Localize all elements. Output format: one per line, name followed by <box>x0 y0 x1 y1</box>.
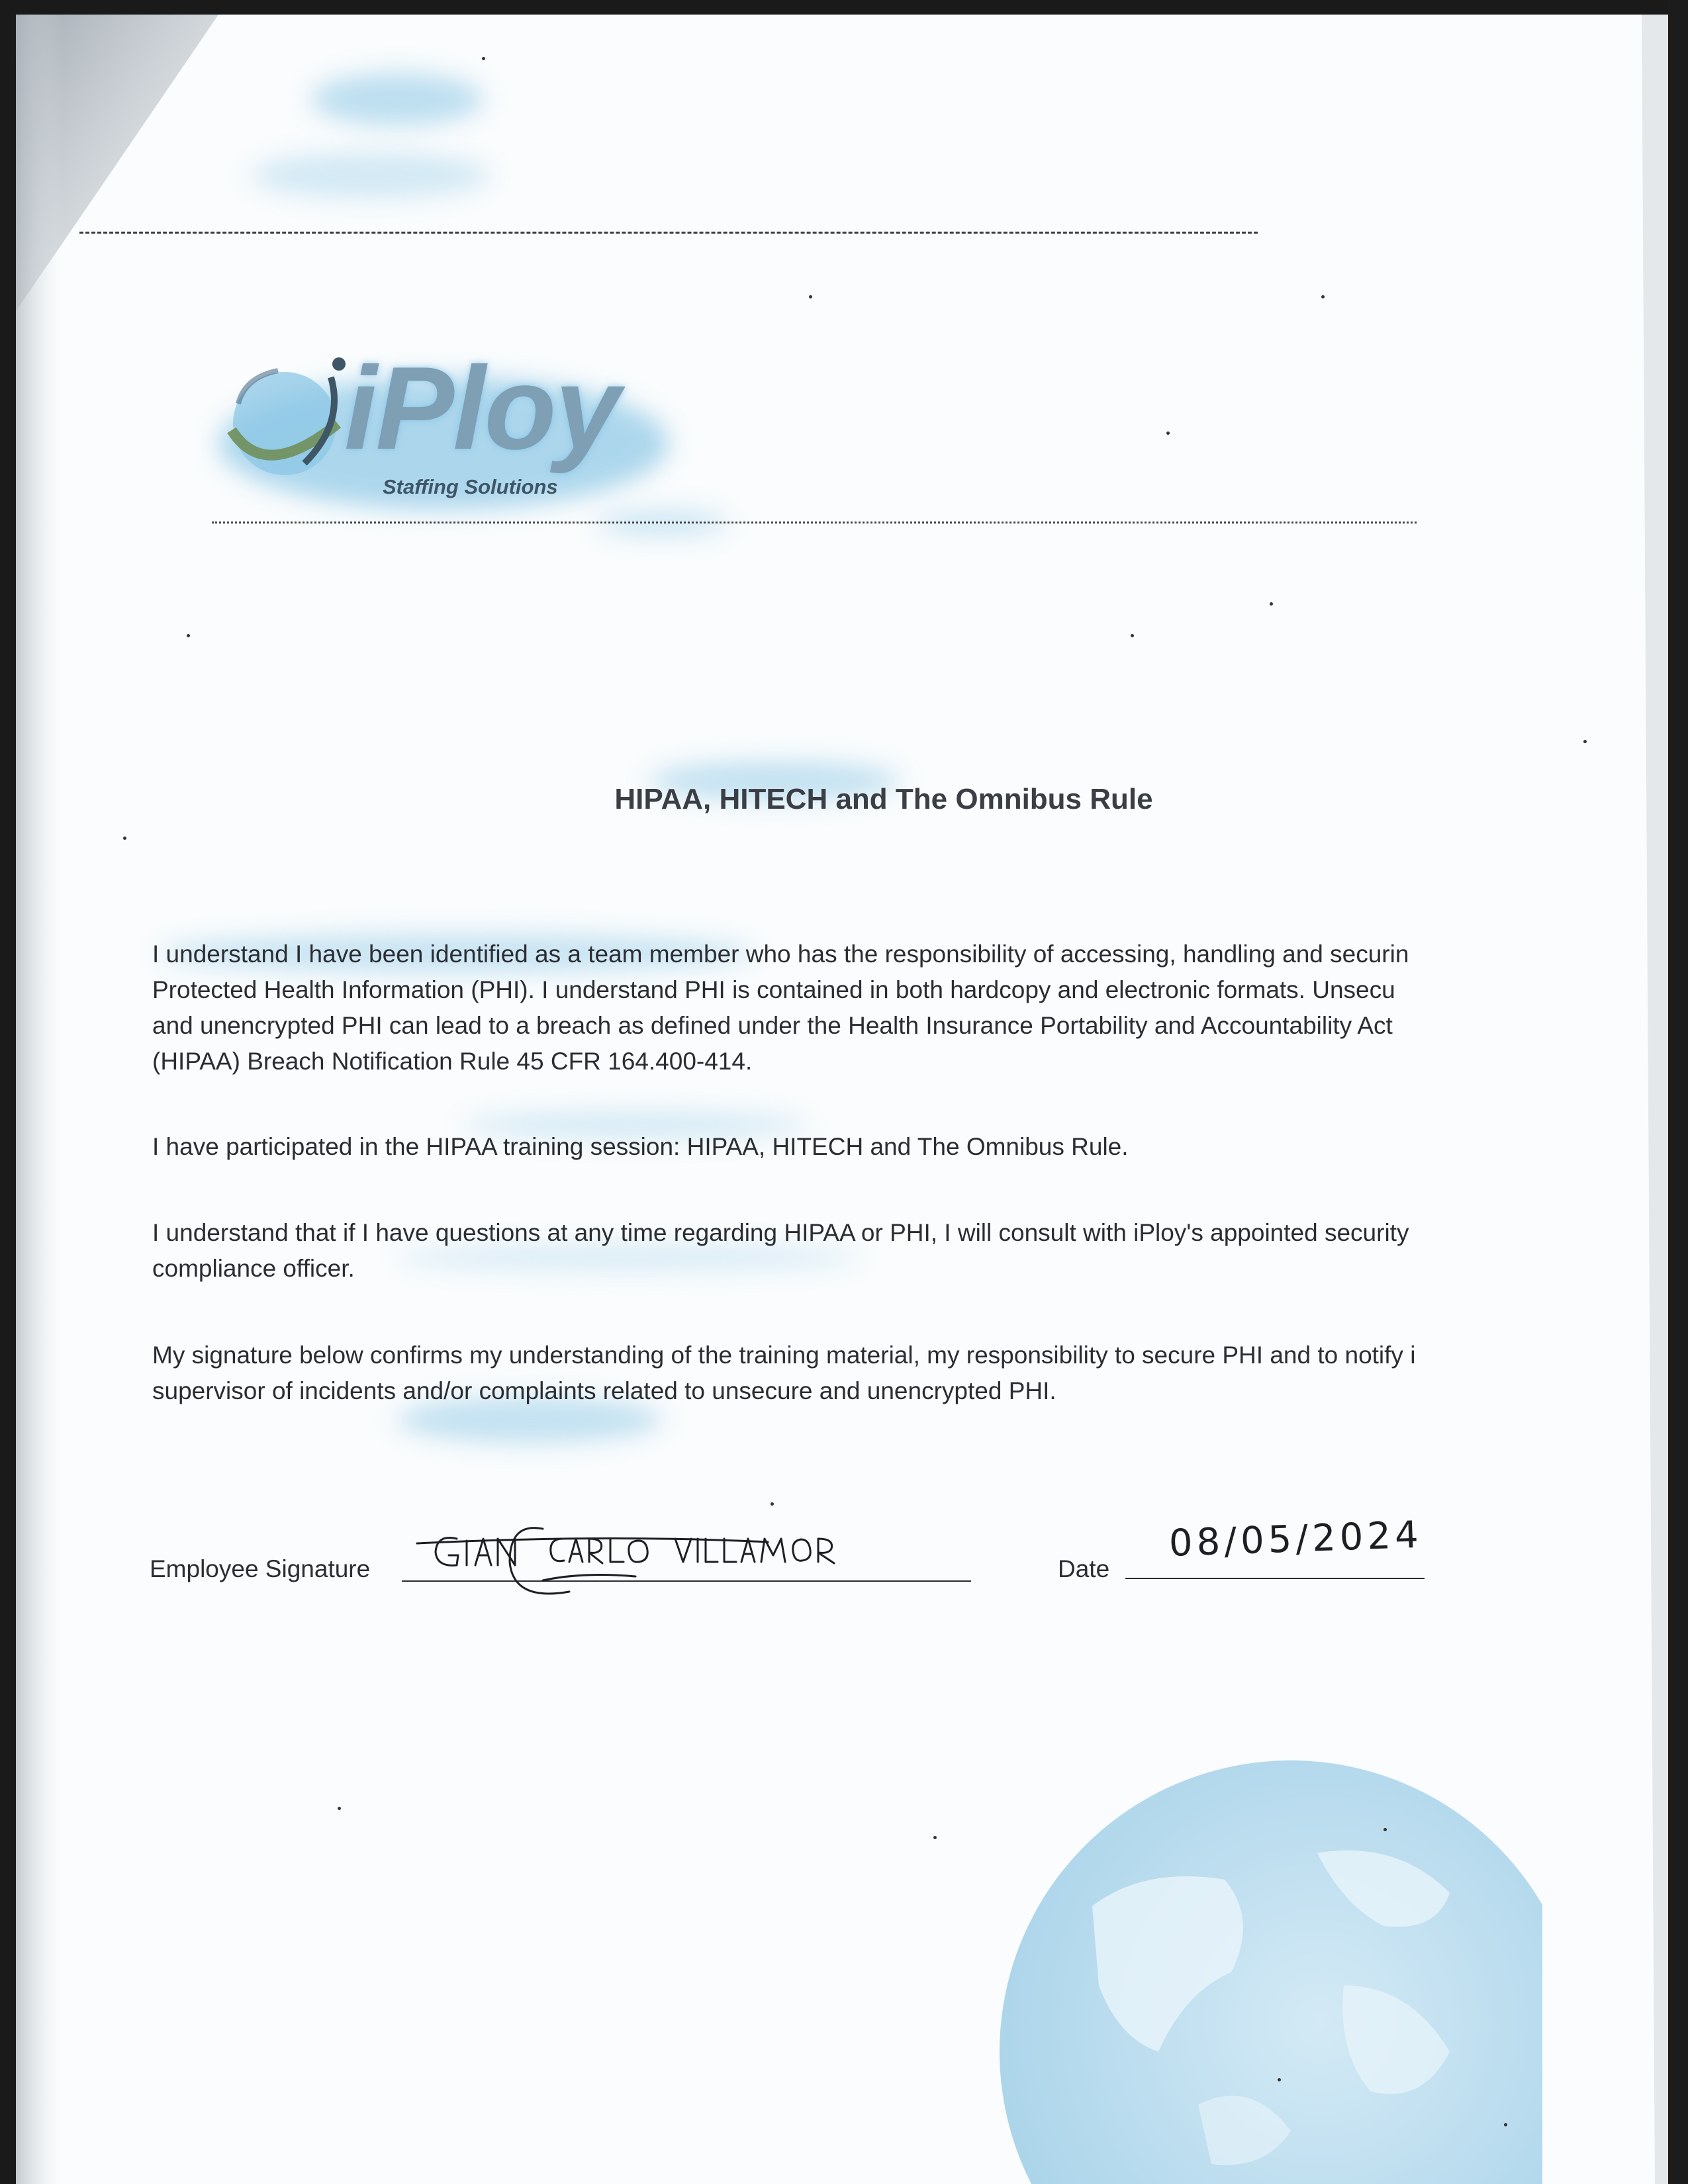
paragraph-phi-responsibility: I understand I have been identified as a team member who has the responsibility of accessing, handling and securin Protected Health Information (PHI). I understand PHI is contained in both hardcopy and electronic formats. Unsecu and unencrypted PHI can lead to a breach as defined under the Health Insurance Portability and Accountability Act (HIPAA) Breach Notification Rule 45 CFR 164.400-414. <box>152 940 1409 1075</box>
logo-dotted-line <box>212 522 1417 523</box>
ink-smudge <box>252 152 490 199</box>
scan-speck <box>1270 602 1273 606</box>
scan-speck <box>123 837 126 840</box>
scan-speck <box>338 1807 341 1810</box>
employee-signature-label: Employee Signature <box>150 1555 371 1582</box>
scan-speck <box>809 295 812 298</box>
scanner-border-left <box>0 0 16 2184</box>
document-title: HIPAA, HITECH and The Omnibus Rule <box>614 783 1153 815</box>
scan-speck <box>482 57 485 60</box>
signature-text: GIAN CARLO VILLAMOR <box>410 1502 418 1503</box>
scan-speck <box>1383 1828 1387 1831</box>
scan-speck <box>1504 2123 1507 2126</box>
paragraph-compliance-officer: I understand that if I have questions at any time regarding HIPAA or PHI, I will consult with iPloy's appointed security compliance officer. <box>152 1219 1409 1282</box>
scanner-border-top <box>0 0 1688 15</box>
paragraph-signature-confirmation: My signature below confirms my understanding of the training material, my responsibility to secure PHI and to notify i supervisor of incidents and/or complaints related to unsecure and unencrypted PHI. <box>152 1342 1416 1404</box>
scan-speck <box>1278 2078 1281 2081</box>
paragraph-training-session: I have participated in the HIPAA training session: HIPAA, HITECH and The Omnibus Rule. <box>152 1133 1129 1160</box>
date-line <box>1125 1578 1425 1579</box>
scanner-border-right <box>1668 0 1688 2184</box>
handwritten-signature <box>410 1502 914 1602</box>
date-label: Date <box>1058 1555 1110 1582</box>
scan-speck <box>771 1502 774 1506</box>
scan-speck <box>1131 634 1134 637</box>
scan-speck <box>187 634 190 637</box>
logo-tagline: Staffing Solutions <box>383 475 558 498</box>
handwritten-date: 08/05/2024 <box>1168 1513 1423 1565</box>
scan-speck <box>1321 295 1325 298</box>
logo-brand-name: iPloy <box>344 342 620 474</box>
scan-speck <box>1583 740 1587 743</box>
globe-watermark-icon <box>947 1707 1542 2184</box>
logo-swoosh-icon <box>212 351 364 503</box>
scan-speck <box>1166 432 1170 435</box>
ink-smudge <box>311 73 483 126</box>
header-dashed-line <box>79 232 1258 234</box>
iploy-logo <box>212 344 662 516</box>
scan-speck <box>933 1836 937 1839</box>
